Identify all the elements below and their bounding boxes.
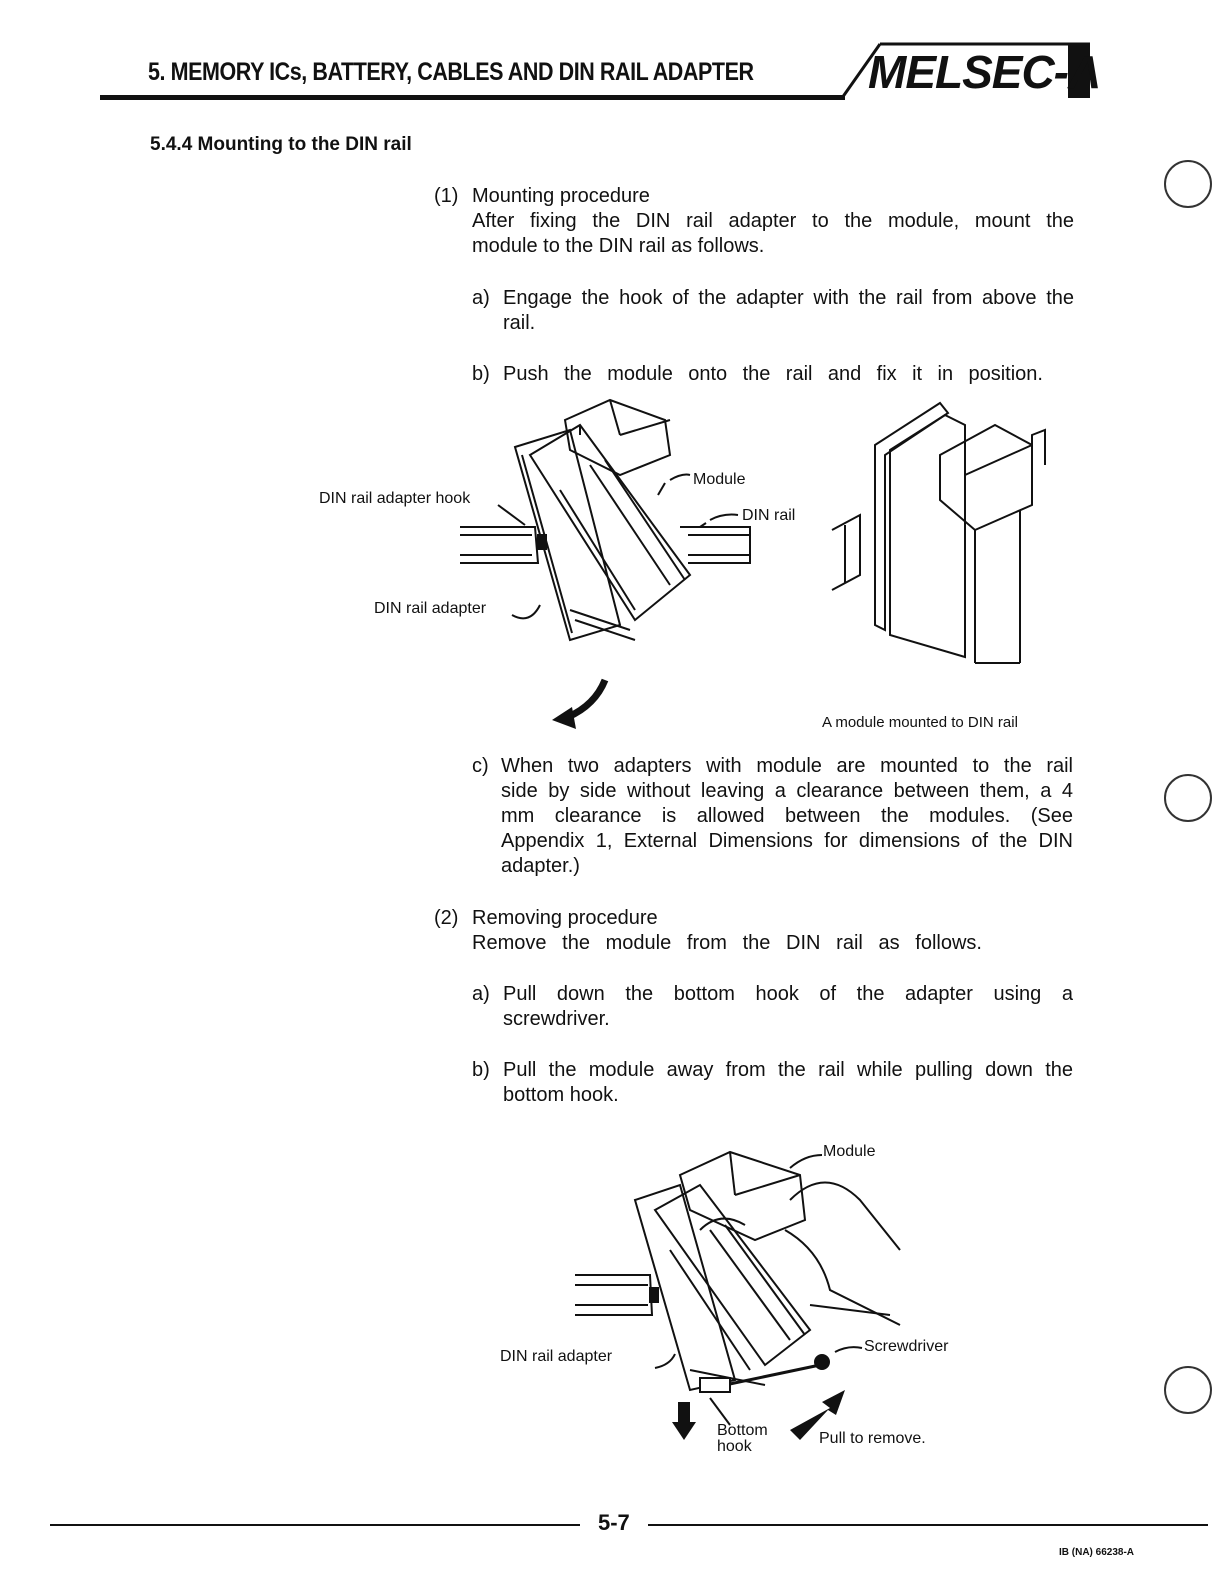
mounting-intro-line1: After fixing the DIN rail adapter to the module, mount the [472, 210, 1074, 232]
mounting-intro-line2: module to the DIN rail as follows. [472, 235, 765, 257]
hand [700, 1183, 900, 1326]
mounting-step-c-mark: c) [472, 755, 489, 777]
footer-rule-left [50, 1524, 580, 1526]
document-code: IB (NA) 66238-A [1059, 1547, 1135, 1558]
chapter-title: 5. MEMORY ICs, BATTERY, CABLES AND DIN RAIL ADAPTER [148, 58, 754, 86]
screwdriver [700, 1355, 829, 1392]
removing-step-a-mark: a) [472, 983, 490, 1005]
mounted-module [832, 403, 1045, 663]
binder-hole-2 [1164, 774, 1212, 822]
mounting-number: (1) [434, 185, 459, 207]
removing-step-a-line1: Pull down the bottom hook of the adapter using a [503, 983, 1073, 1005]
label-module: Module [693, 471, 746, 488]
label-bottom-hook-2: hook [717, 1438, 752, 1455]
pull-down-arrow [672, 1402, 696, 1440]
figure1-caption: A module mounted to DIN rail [822, 714, 1018, 731]
brand-logo: MELSEC-A [868, 46, 1101, 98]
label-din-rail-adapter-hook: DIN rail adapter hook [319, 490, 471, 507]
mounting-step-c-line3: mm clearance is allowed between the modules. (See [501, 805, 1073, 827]
label-screwdriver: Screwdriver [864, 1338, 949, 1355]
footer-rule-right [648, 1524, 1208, 1526]
label-bottom-hook-1: Bottom [717, 1422, 768, 1439]
mounting-step-c-line1: When two adapters with module are mounted to the rail [501, 755, 1073, 777]
removing-number: (2) [434, 907, 459, 929]
section-title: 5.4.4 Mounting to the DIN rail [150, 134, 412, 155]
label-pull-to-remove: Pull to remove. [819, 1430, 926, 1447]
label-module-2: Module [823, 1143, 876, 1160]
removing-heading: Removing procedure [472, 907, 658, 929]
mounting-step-c-line5: adapter.) [501, 855, 580, 877]
removing-step-b-line1: Pull the module away from the rail while pulling down the [503, 1059, 1073, 1081]
figure-mounting [420, 395, 1100, 745]
mounting-step-a-line1: Engage the hook of the adapter with the rail from above the [503, 287, 1074, 309]
removing-step-b-line2: bottom hook. [503, 1084, 619, 1106]
binder-hole-1 [1164, 160, 1212, 208]
din-rail-left [460, 527, 750, 563]
label-din-rail: DIN rail [742, 507, 796, 524]
removing-step-a-line2: screwdriver. [503, 1008, 610, 1030]
module [530, 400, 690, 640]
page-number: 5-7 [598, 1510, 630, 1535]
mounting-step-c-line2: side by side without leaving a clearance between them, a 4 [501, 780, 1073, 802]
mounting-step-c-line4: Appendix 1, External Dimensions for dimensions of the DIN [501, 830, 1073, 852]
mounting-heading: Mounting procedure [472, 185, 650, 207]
label-din-rail-adapter: DIN rail adapter [374, 600, 487, 617]
label-din-rail-adapter-2: DIN rail adapter [500, 1348, 613, 1365]
removing-intro: Remove the module from the DIN rail as follows. [472, 932, 982, 954]
mounting-step-a-mark: a) [472, 287, 490, 309]
mounting-step-a-line2: rail. [503, 312, 536, 334]
mounting-step-b-mark: b) [472, 363, 490, 385]
removing-step-b-mark: b) [472, 1059, 490, 1081]
din-rail [575, 1275, 652, 1315]
mounting-step-b-line1: Push the module onto the rail and fix it in position. [503, 363, 1043, 385]
figure-removing [560, 1140, 980, 1470]
binder-hole-3 [1164, 1366, 1212, 1414]
header-rule [100, 95, 845, 100]
